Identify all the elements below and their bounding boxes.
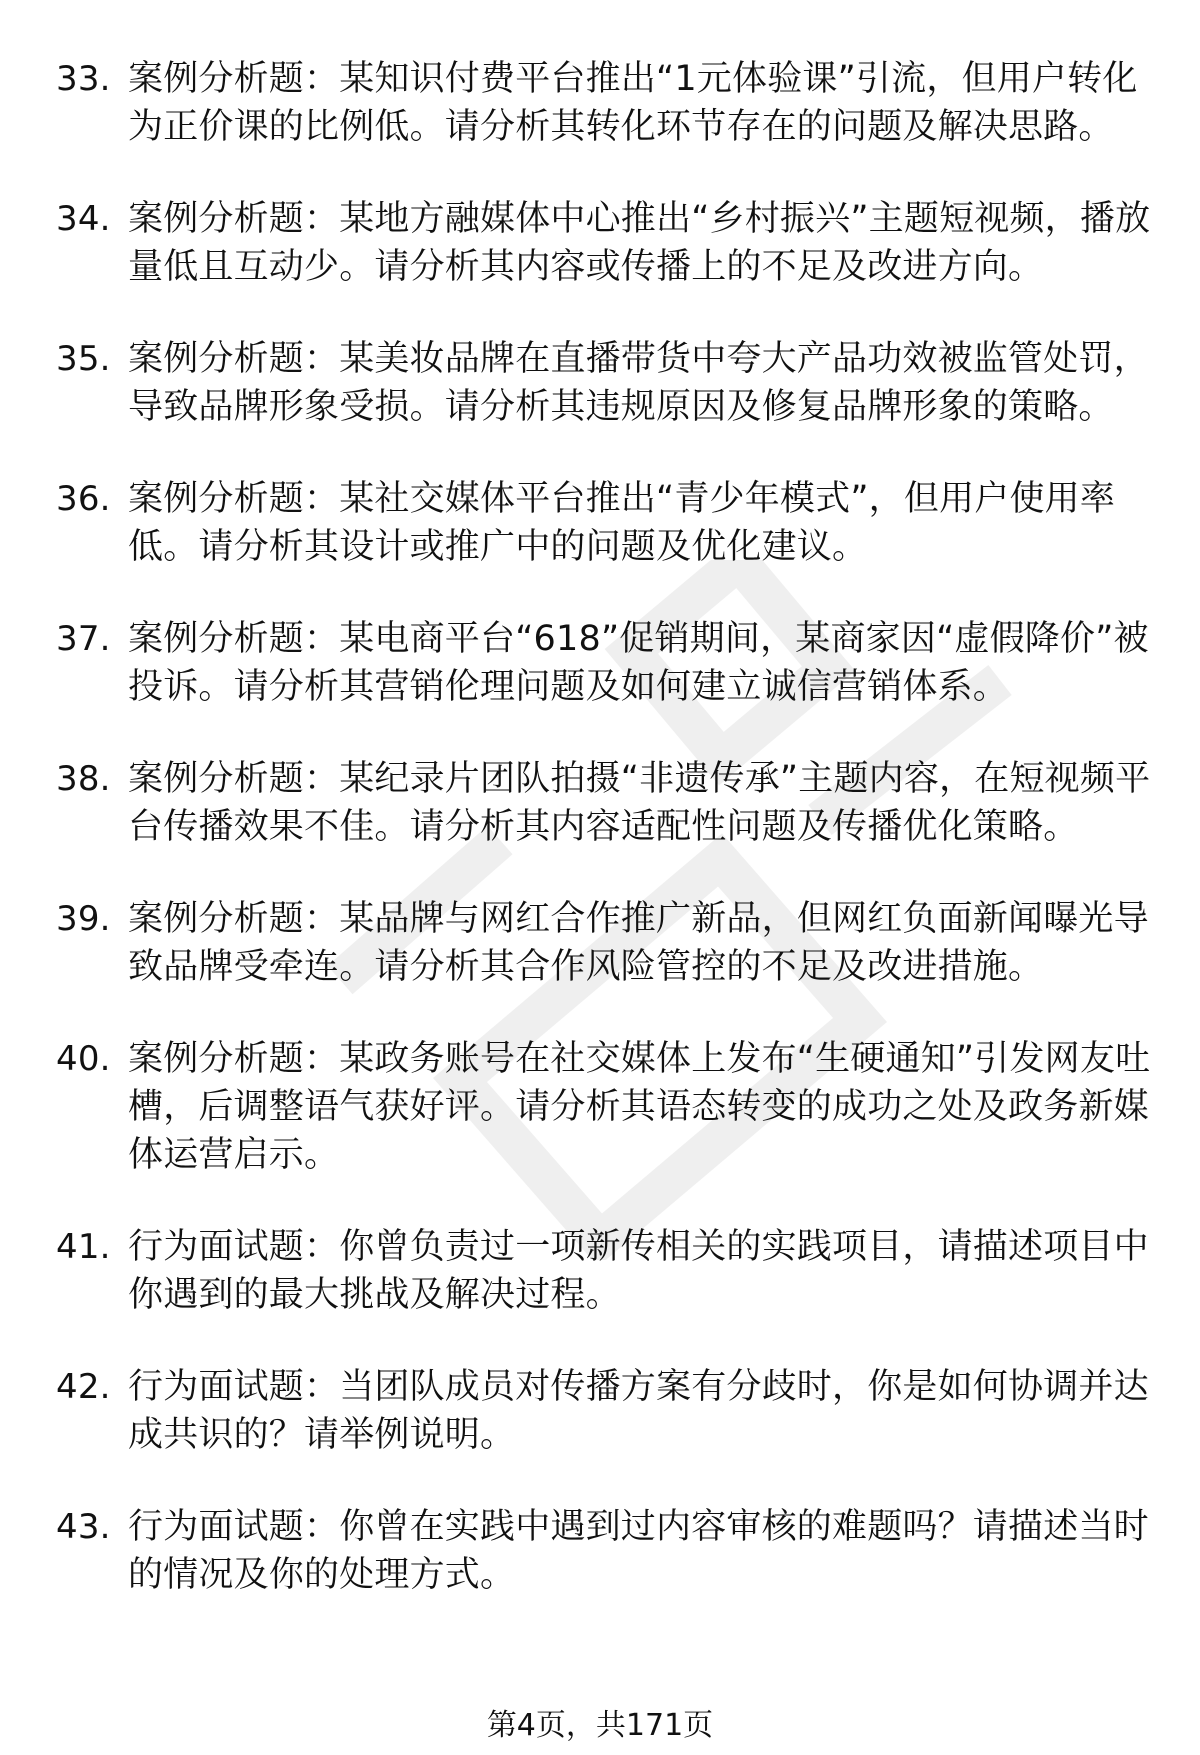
question-list	[56, 55, 1156, 1643]
question-number: 37.	[56, 619, 111, 659]
question-text: 案例分析题：某品牌与网红合作推广新品，但网红负面新闻曝光导致品牌受牵连。请分析其合作风险管控的不足及改进措施。	[128, 899, 1149, 987]
question-text: 案例分析题：某地方融媒体中心推出“乡村振兴”主题短视频，播放量低且互动少。请分析其内容或传播上的不足及改进方向。	[128, 199, 1151, 287]
question-item	[56, 1503, 1156, 1599]
question-number: 33.	[56, 59, 111, 99]
question-item	[56, 755, 1156, 851]
question-text: 行为面试题：你曾在实践中遇到过内容审核的难题吗？请描述当时的情况及你的处理方式。	[128, 1507, 1149, 1595]
question-item	[56, 335, 1156, 431]
question-item	[56, 615, 1156, 711]
question-text: 行为面试题：当团队成员对传播方案有分歧时，你是如何协调并达成共识的？请举例说明。	[128, 1367, 1149, 1455]
question-item	[56, 895, 1156, 991]
question-text: 案例分析题：某社交媒体平台推出“青少年模式”，但用户使用率低。请分析其设计或推广中的问题及优化建议。	[128, 479, 1116, 567]
question-number: 40.	[56, 1039, 111, 1079]
question-number: 39.	[56, 899, 111, 939]
question-number: 42.	[56, 1367, 111, 1407]
question-number: 43.	[56, 1507, 111, 1547]
question-number: 34.	[56, 199, 111, 239]
page-footer: 第4页，共171页	[486, 1708, 714, 1743]
question-item	[56, 1363, 1156, 1459]
question-text: 案例分析题：某纪录片团队拍摄“非遗传承”主题内容，在短视频平台传播效果不佳。请分析其内容适配性问题及传播优化策略。	[128, 759, 1151, 847]
question-item	[56, 475, 1156, 571]
question-item	[56, 1035, 1156, 1179]
question-text: 行为面试题：你曾负责过一项新传相关的实践项目，请描述项目中你遇到的最大挑战及解决过程。	[128, 1227, 1149, 1315]
question-item	[56, 55, 1156, 151]
question-text: 案例分析题：某政务账号在社交媒体上发布“生硬通知”引发网友吐槽，后调整语气获好评。请分析其语态转变的成功之处及政务新媒体运营启示。	[128, 1039, 1151, 1175]
question-item	[56, 195, 1156, 291]
question-text: 案例分析题：某电商平台“618”促销期间，某商家因“虚假降价”被投诉。请分析其营销伦理问题及如何建立诚信营销体系。	[128, 619, 1149, 707]
question-number: 36.	[56, 479, 111, 519]
question-number: 41.	[56, 1227, 111, 1267]
question-number: 35.	[56, 339, 111, 379]
question-item	[56, 1223, 1156, 1319]
question-text: 案例分析题：某美妆品牌在直播带货中夸大产品功效被监管处罚，导致品牌形象受损。请分析其违规原因及修复品牌形象的策略。	[128, 339, 1149, 427]
question-text: 案例分析题：某知识付费平台推出“1元体验课”引流，但用户转化为正价课的比例低。请分析其转化环节存在的问题及解决思路。	[128, 59, 1138, 147]
question-number: 38.	[56, 759, 111, 799]
